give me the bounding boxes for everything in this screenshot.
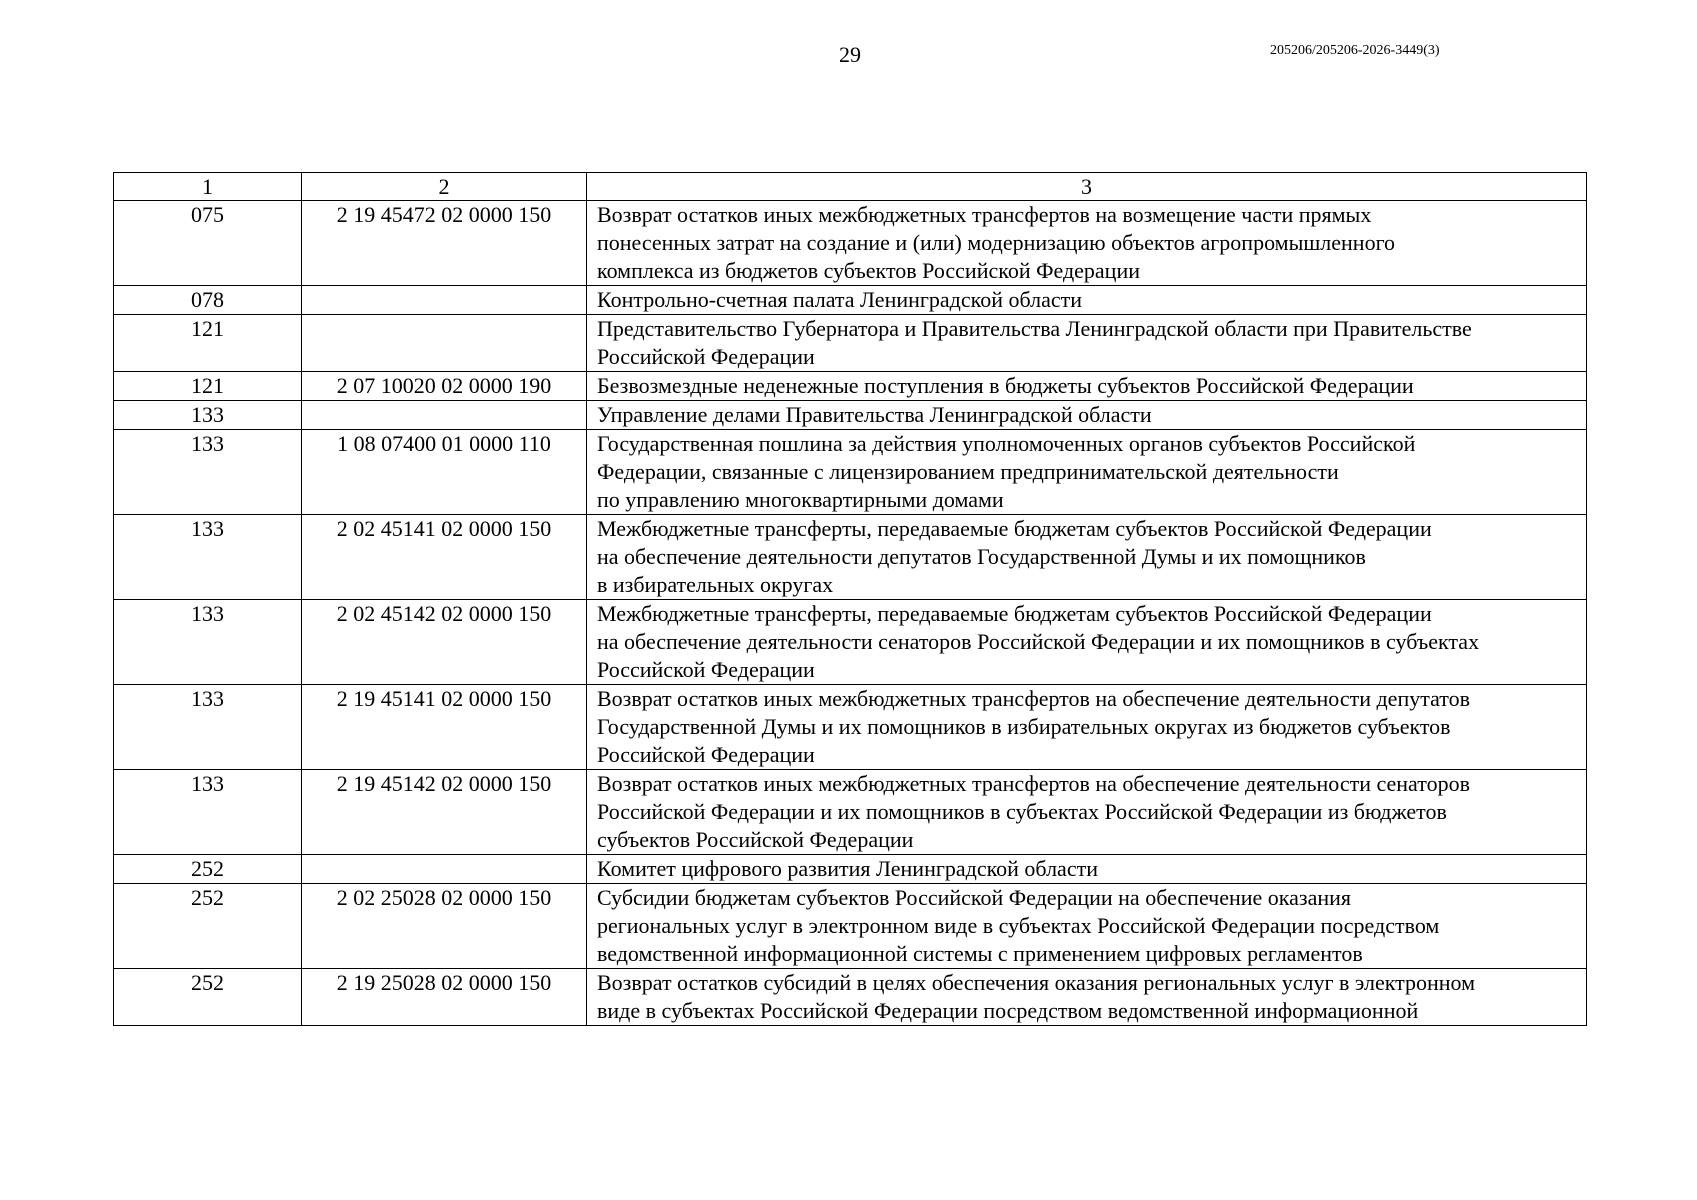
budget-code-cell <box>302 855 587 884</box>
admin-code-cell: 133 <box>114 685 302 770</box>
budget-code-cell: 2 02 45141 02 0000 150 <box>302 515 587 600</box>
table-row <box>114 855 1587 884</box>
admin-code-cell: 075 <box>114 201 302 286</box>
budget-code-cell: 2 19 25028 02 0000 150 <box>302 969 587 1026</box>
table-row <box>114 430 1587 515</box>
description-cell: Возврат остатков иных межбюджетных трансфертов на обеспечение деятельности сенаторов Российской Федерации и их помощников в субъектах Российской Федерации из бюджетов субъектов Российской Федерации <box>587 770 1587 855</box>
description-cell: Управление делами Правительства Ленинградской области <box>587 401 1587 430</box>
admin-code-cell: 133 <box>114 401 302 430</box>
admin-code-cell: 133 <box>114 430 302 515</box>
budget-code-cell: 2 02 25028 02 0000 150 <box>302 884 587 969</box>
table-header <box>114 173 1587 201</box>
page-number: 29 <box>839 42 861 67</box>
admin-code-cell: 252 <box>114 855 302 884</box>
column-header-2: 2 <box>302 173 587 201</box>
document-id: 205206/205206-2026-3449(3) <box>1270 43 1440 58</box>
budget-code-cell: 2 07 10020 02 0000 190 <box>302 372 587 401</box>
header-row <box>114 173 1587 201</box>
budget-codes-table <box>113 172 1587 1026</box>
description-cell: Возврат остатков иных межбюджетных трансфертов на обеспечение деятельности депутатов Государственной Думы и их помощников в избирательных округах из бюджетов субъектов Российской Федерации <box>587 685 1587 770</box>
description-cell: Субсидии бюджетам субъектов Российской Федерации на обеспечение оказания региональных услуг в электронном виде в субъектах Российской Федерации посредством ведомственной информационной системы с применением цифровых регламентов <box>587 884 1587 969</box>
table-row <box>114 770 1587 855</box>
budget-code-cell: 2 19 45141 02 0000 150 <box>302 685 587 770</box>
table-row <box>114 600 1587 685</box>
column-header-3: 3 <box>587 173 1587 201</box>
table-row <box>114 515 1587 600</box>
description-cell: Возврат остатков субсидий в целях обеспечения оказания региональных услуг в электронном виде в субъектах Российской Федерации посредством ведомственной информационной <box>587 969 1587 1026</box>
table-row <box>114 685 1587 770</box>
admin-code-cell: 133 <box>114 515 302 600</box>
description-cell: Государственная пошлина за действия уполномоченных органов субъектов Российской Федерации, связанные с лицензированием предпринимательской деятельности по управлению многоквартирными домами <box>587 430 1587 515</box>
description-cell: Представительство Губернатора и Правительства Ленинградской области при Правительстве Российской Федерации <box>587 315 1587 372</box>
description-cell: Контрольно-счетная палата Ленинградской области <box>587 286 1587 315</box>
admin-code-cell: 252 <box>114 969 302 1026</box>
table-row <box>114 372 1587 401</box>
budget-code-cell: 2 02 45142 02 0000 150 <box>302 600 587 685</box>
table-row <box>114 401 1587 430</box>
table-body <box>114 201 1587 1026</box>
table-row <box>114 201 1587 286</box>
column-header-1: 1 <box>114 173 302 201</box>
description-cell: Межбюджетные трансферты, передаваемые бюджетам субъектов Российской Федерации на обеспечение деятельности сенаторов Российской Федерации и их помощников в субъектах Российской Федерации <box>587 600 1587 685</box>
budget-code-cell <box>302 286 587 315</box>
budget-code-cell: 2 19 45472 02 0000 150 <box>302 201 587 286</box>
admin-code-cell: 078 <box>114 286 302 315</box>
admin-code-cell: 252 <box>114 884 302 969</box>
table-row <box>114 286 1587 315</box>
budget-code-cell: 1 08 07400 01 0000 110 <box>302 430 587 515</box>
budget-code-cell <box>302 315 587 372</box>
admin-code-cell: 121 <box>114 315 302 372</box>
table-row <box>114 884 1587 969</box>
table-row <box>114 315 1587 372</box>
description-cell: Возврат остатков иных межбюджетных трансфертов на возмещение части прямых понесенных затрат на создание и (или) модернизацию объектов агропромышленного комплекса из бюджетов субъектов Российской Федерации <box>587 201 1587 286</box>
admin-code-cell: 133 <box>114 600 302 685</box>
table-row <box>114 969 1587 1026</box>
description-cell: Межбюджетные трансферты, передаваемые бюджетам субъектов Российской Федерации на обеспечение деятельности депутатов Государственной Думы и их помощников в избирательных округах <box>587 515 1587 600</box>
budget-code-cell <box>302 401 587 430</box>
admin-code-cell: 121 <box>114 372 302 401</box>
description-cell: Безвозмездные неденежные поступления в бюджеты субъектов Российской Федерации <box>587 372 1587 401</box>
admin-code-cell: 133 <box>114 770 302 855</box>
budget-code-cell: 2 19 45142 02 0000 150 <box>302 770 587 855</box>
description-cell: Комитет цифрового развития Ленинградской области <box>587 855 1587 884</box>
